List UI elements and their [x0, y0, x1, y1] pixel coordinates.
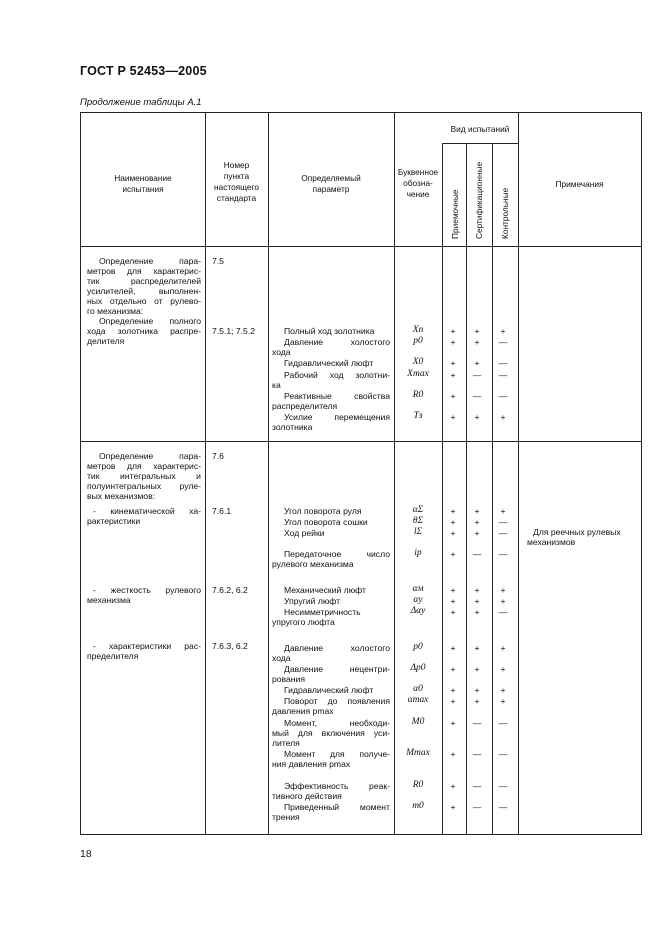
- test-mark: +: [474, 528, 480, 538]
- section-2-clause: 7.6: [212, 451, 224, 461]
- param-text: хода: [272, 653, 291, 663]
- test-mark: +: [474, 596, 480, 606]
- section-2-subclause: 7.6.1: [212, 506, 232, 516]
- test-mark: —: [472, 718, 482, 728]
- test-mark: +: [450, 685, 456, 695]
- symbol-cell: p0: [413, 336, 423, 346]
- test-mark: +: [450, 506, 456, 516]
- param-text: Поворот до появления: [284, 696, 390, 706]
- param-text: Гидравлический люфт: [284, 358, 374, 368]
- param-text: Ход рейки: [284, 528, 325, 538]
- param-text: лителя: [272, 738, 300, 748]
- symbol-cell: lΣ: [413, 527, 423, 537]
- test-mark: +: [450, 326, 456, 336]
- symbol-cell: Mmax: [406, 748, 430, 758]
- symbol-cell: Δp0: [410, 663, 426, 673]
- test-mark: —: [498, 802, 508, 812]
- header-notes: Примечания: [555, 179, 604, 189]
- param-text: Рабочий ход золотни-: [284, 370, 390, 380]
- symbol-cell: iр: [414, 548, 422, 558]
- test-mark: +: [500, 412, 506, 422]
- param-text: Несимметричность: [284, 607, 361, 617]
- param-text: тивного действия: [272, 791, 342, 801]
- test-mark: +: [450, 549, 456, 559]
- section-1-subclause: 7.5.1; 7.5.2: [212, 326, 256, 336]
- param-text: рулевого механизма: [272, 559, 354, 569]
- test-mark: +: [450, 749, 456, 759]
- test-mark: +: [450, 718, 456, 728]
- param-text: Приведенный момент: [284, 802, 390, 812]
- test-mark: +: [474, 517, 480, 527]
- test-mark: +: [450, 337, 456, 347]
- test-mark: +: [474, 506, 480, 516]
- test-mark: +: [500, 596, 506, 606]
- test-mark: +: [500, 696, 506, 706]
- test-mark: +: [450, 412, 456, 422]
- symbol-cell: Tз: [413, 411, 423, 421]
- symbol-cell: αΣ: [412, 505, 424, 515]
- test-mark: +: [450, 596, 456, 606]
- test-mark: +: [500, 664, 506, 674]
- symbol-cell: Xп: [412, 325, 424, 335]
- param-text: Угол поворота руля: [284, 506, 362, 516]
- param-text: распределителя: [272, 401, 338, 411]
- test-mark: +: [450, 391, 456, 401]
- param-text: мый для включения уси-: [272, 728, 390, 738]
- param-text: Давление холостого: [284, 643, 390, 653]
- symbol-cell: M0: [411, 717, 425, 727]
- param-text: Упругий люфт: [284, 596, 341, 606]
- symbol-cell: R0: [412, 780, 424, 790]
- header-name: Наименование испытания: [114, 173, 172, 194]
- header-test-kind: Вид испытаний: [450, 124, 510, 134]
- section-1-clause: 7.5: [212, 256, 224, 266]
- test-mark: +: [500, 643, 506, 653]
- test-mark: +: [450, 696, 456, 706]
- test-mark: —: [498, 781, 508, 791]
- test-mark: —: [498, 549, 508, 559]
- test-mark: —: [498, 370, 508, 380]
- test-mark: +: [474, 412, 480, 422]
- test-mark: —: [472, 802, 482, 812]
- header-acceptance: Приемочные: [450, 189, 460, 239]
- param-text: Механический люфт: [284, 585, 366, 595]
- test-mark: +: [450, 517, 456, 527]
- test-mark: +: [500, 506, 506, 516]
- test-mark: +: [500, 585, 506, 595]
- header-param: Определяемый параметр: [301, 173, 361, 194]
- symbol-cell: αmax: [407, 695, 429, 705]
- param-text: упругого люфта: [272, 617, 335, 627]
- test-mark: —: [498, 607, 508, 617]
- test-mark: —: [498, 358, 508, 368]
- test-mark: +: [474, 664, 480, 674]
- test-mark: +: [450, 643, 456, 653]
- test-mark: —: [498, 517, 508, 527]
- param-text: Эффективность реак-: [284, 781, 390, 791]
- test-mark: +: [450, 528, 456, 538]
- test-mark: +: [450, 781, 456, 791]
- test-mark: —: [472, 391, 482, 401]
- symbol-cell: αм: [412, 584, 424, 594]
- symbol-cell: m0: [412, 801, 424, 811]
- symbol-cell: X0: [412, 357, 424, 367]
- header-certification: Сертификационные: [474, 161, 484, 239]
- header-clause: Номер пункта настоящего стандарта: [214, 160, 259, 203]
- test-mark: —: [472, 549, 482, 559]
- param-text: Усилие перемещения: [284, 412, 390, 422]
- test-mark: +: [450, 607, 456, 617]
- test-mark: —: [498, 391, 508, 401]
- test-mark: +: [474, 643, 480, 653]
- symbol-cell: Δαу: [410, 606, 426, 616]
- section-3-clause: 7.6.2, 6.2: [212, 585, 248, 595]
- document-title: ГОСТ Р 52453—2005: [80, 64, 207, 78]
- header-symbol: Буквенное обозна- чение: [397, 167, 439, 199]
- param-text: Угол поворота сошки: [284, 517, 368, 527]
- test-mark: +: [450, 585, 456, 595]
- param-text: хода: [272, 347, 291, 357]
- table-caption: Продолжение таблицы А.1: [80, 97, 202, 108]
- symbol-cell: α0: [413, 684, 423, 694]
- test-mark: +: [474, 337, 480, 347]
- param-text: Момент, необходи-: [284, 718, 390, 728]
- symbol-cell: p0: [413, 642, 423, 652]
- param-text: Давление нецентри-: [284, 664, 390, 674]
- test-mark: —: [498, 749, 508, 759]
- test-mark: +: [474, 326, 480, 336]
- param-text: Реактивные свойства: [284, 391, 390, 401]
- test-mark: +: [474, 585, 480, 595]
- test-mark: —: [472, 370, 482, 380]
- test-mark: —: [498, 718, 508, 728]
- test-mark: +: [474, 358, 480, 368]
- test-mark: +: [450, 370, 456, 380]
- test-mark: +: [450, 664, 456, 674]
- symbol-cell: Xmax: [407, 369, 429, 379]
- test-mark: +: [474, 696, 480, 706]
- test-mark: +: [500, 685, 506, 695]
- test-mark: —: [472, 749, 482, 759]
- page-number: 18: [80, 848, 92, 860]
- param-text: Давление холостого: [284, 337, 390, 347]
- test-mark: —: [498, 337, 508, 347]
- param-text: трения: [272, 812, 300, 822]
- param-text: Момент для получе-: [284, 749, 390, 759]
- param-text: ка: [272, 380, 281, 390]
- test-mark: —: [498, 528, 508, 538]
- test-mark: +: [450, 802, 456, 812]
- param-text: Полный ход золотника: [284, 326, 375, 336]
- tests-table: Наименование испытания Номер пункта настоящего стандарта Определяемый параметр Буквенное обозна- чение Вид испытаний Приемочные Сертификационные Контрольные Примечания Определение пара- метров для характерис- тик распределителей усилителей, выполнен- ных отдельно от рулево- го механизма: Определение полного хода золотника распре- делителя 7.5 7.5.1; 7.5.2 Определение пара- метров для характерис- тик интегральных и полуинтегральных руле- вых механизмов: - кинематической ха- рактеристики 7.6 7.6.1 Для реечных рулевых механизмов - жесткость рулевого механизма 7.6.2, 6.2 - характеристики рас- пределителя 7.6.3, 6.2 Полный ход золотника Xп + + + Давление холостого хода p0 + + — Гидравлический люфт X0 + + — Рабочий ход золотни- ка Xmax + — — Реактивные свойства распределителя R0 + — — Усилие перемещения золотника Tз + + + Угол поворота руля αΣ + + + Угол поворота сошки θΣ + + — Ход рейки lΣ + + — Передаточное число рулевого механизма iр + — — Механический люфт αм + + + Упругий люфт αу + + + Несимметричность упругого люфта Δαу + + — Давление холостого хода p0 + + + Давление нецентри- рования Δp0 + + + Гидравлический люфт α0 + + + Поворот до появления давления pmax αmax + + + Момент, необходи- мый для включения уси- лителя M0 + — — Момент для получе- ния давления pmax Mmax + — — Эффективность реак- тивного действия R0 + — — Приведенный момент трения m0 + — —: [80, 112, 642, 835]
- test-mark: +: [474, 607, 480, 617]
- symbol-cell: αу: [413, 595, 423, 605]
- symbol-cell: R0: [412, 390, 424, 400]
- section-4-clause: 7.6.3, 6.2: [212, 641, 248, 651]
- header-control: Контрольные: [500, 187, 510, 239]
- param-text: ния давления pmax: [272, 759, 351, 769]
- param-text: золотника: [272, 422, 313, 432]
- test-mark: +: [500, 326, 506, 336]
- param-text: Передаточное число: [284, 549, 390, 559]
- test-mark: +: [450, 358, 456, 368]
- param-text: давления pmax: [272, 706, 334, 716]
- test-mark: +: [474, 685, 480, 695]
- param-text: Гидравлический люфт: [284, 685, 374, 695]
- test-mark: —: [472, 781, 482, 791]
- symbol-cell: θΣ: [412, 516, 424, 526]
- param-text: рования: [272, 674, 306, 684]
